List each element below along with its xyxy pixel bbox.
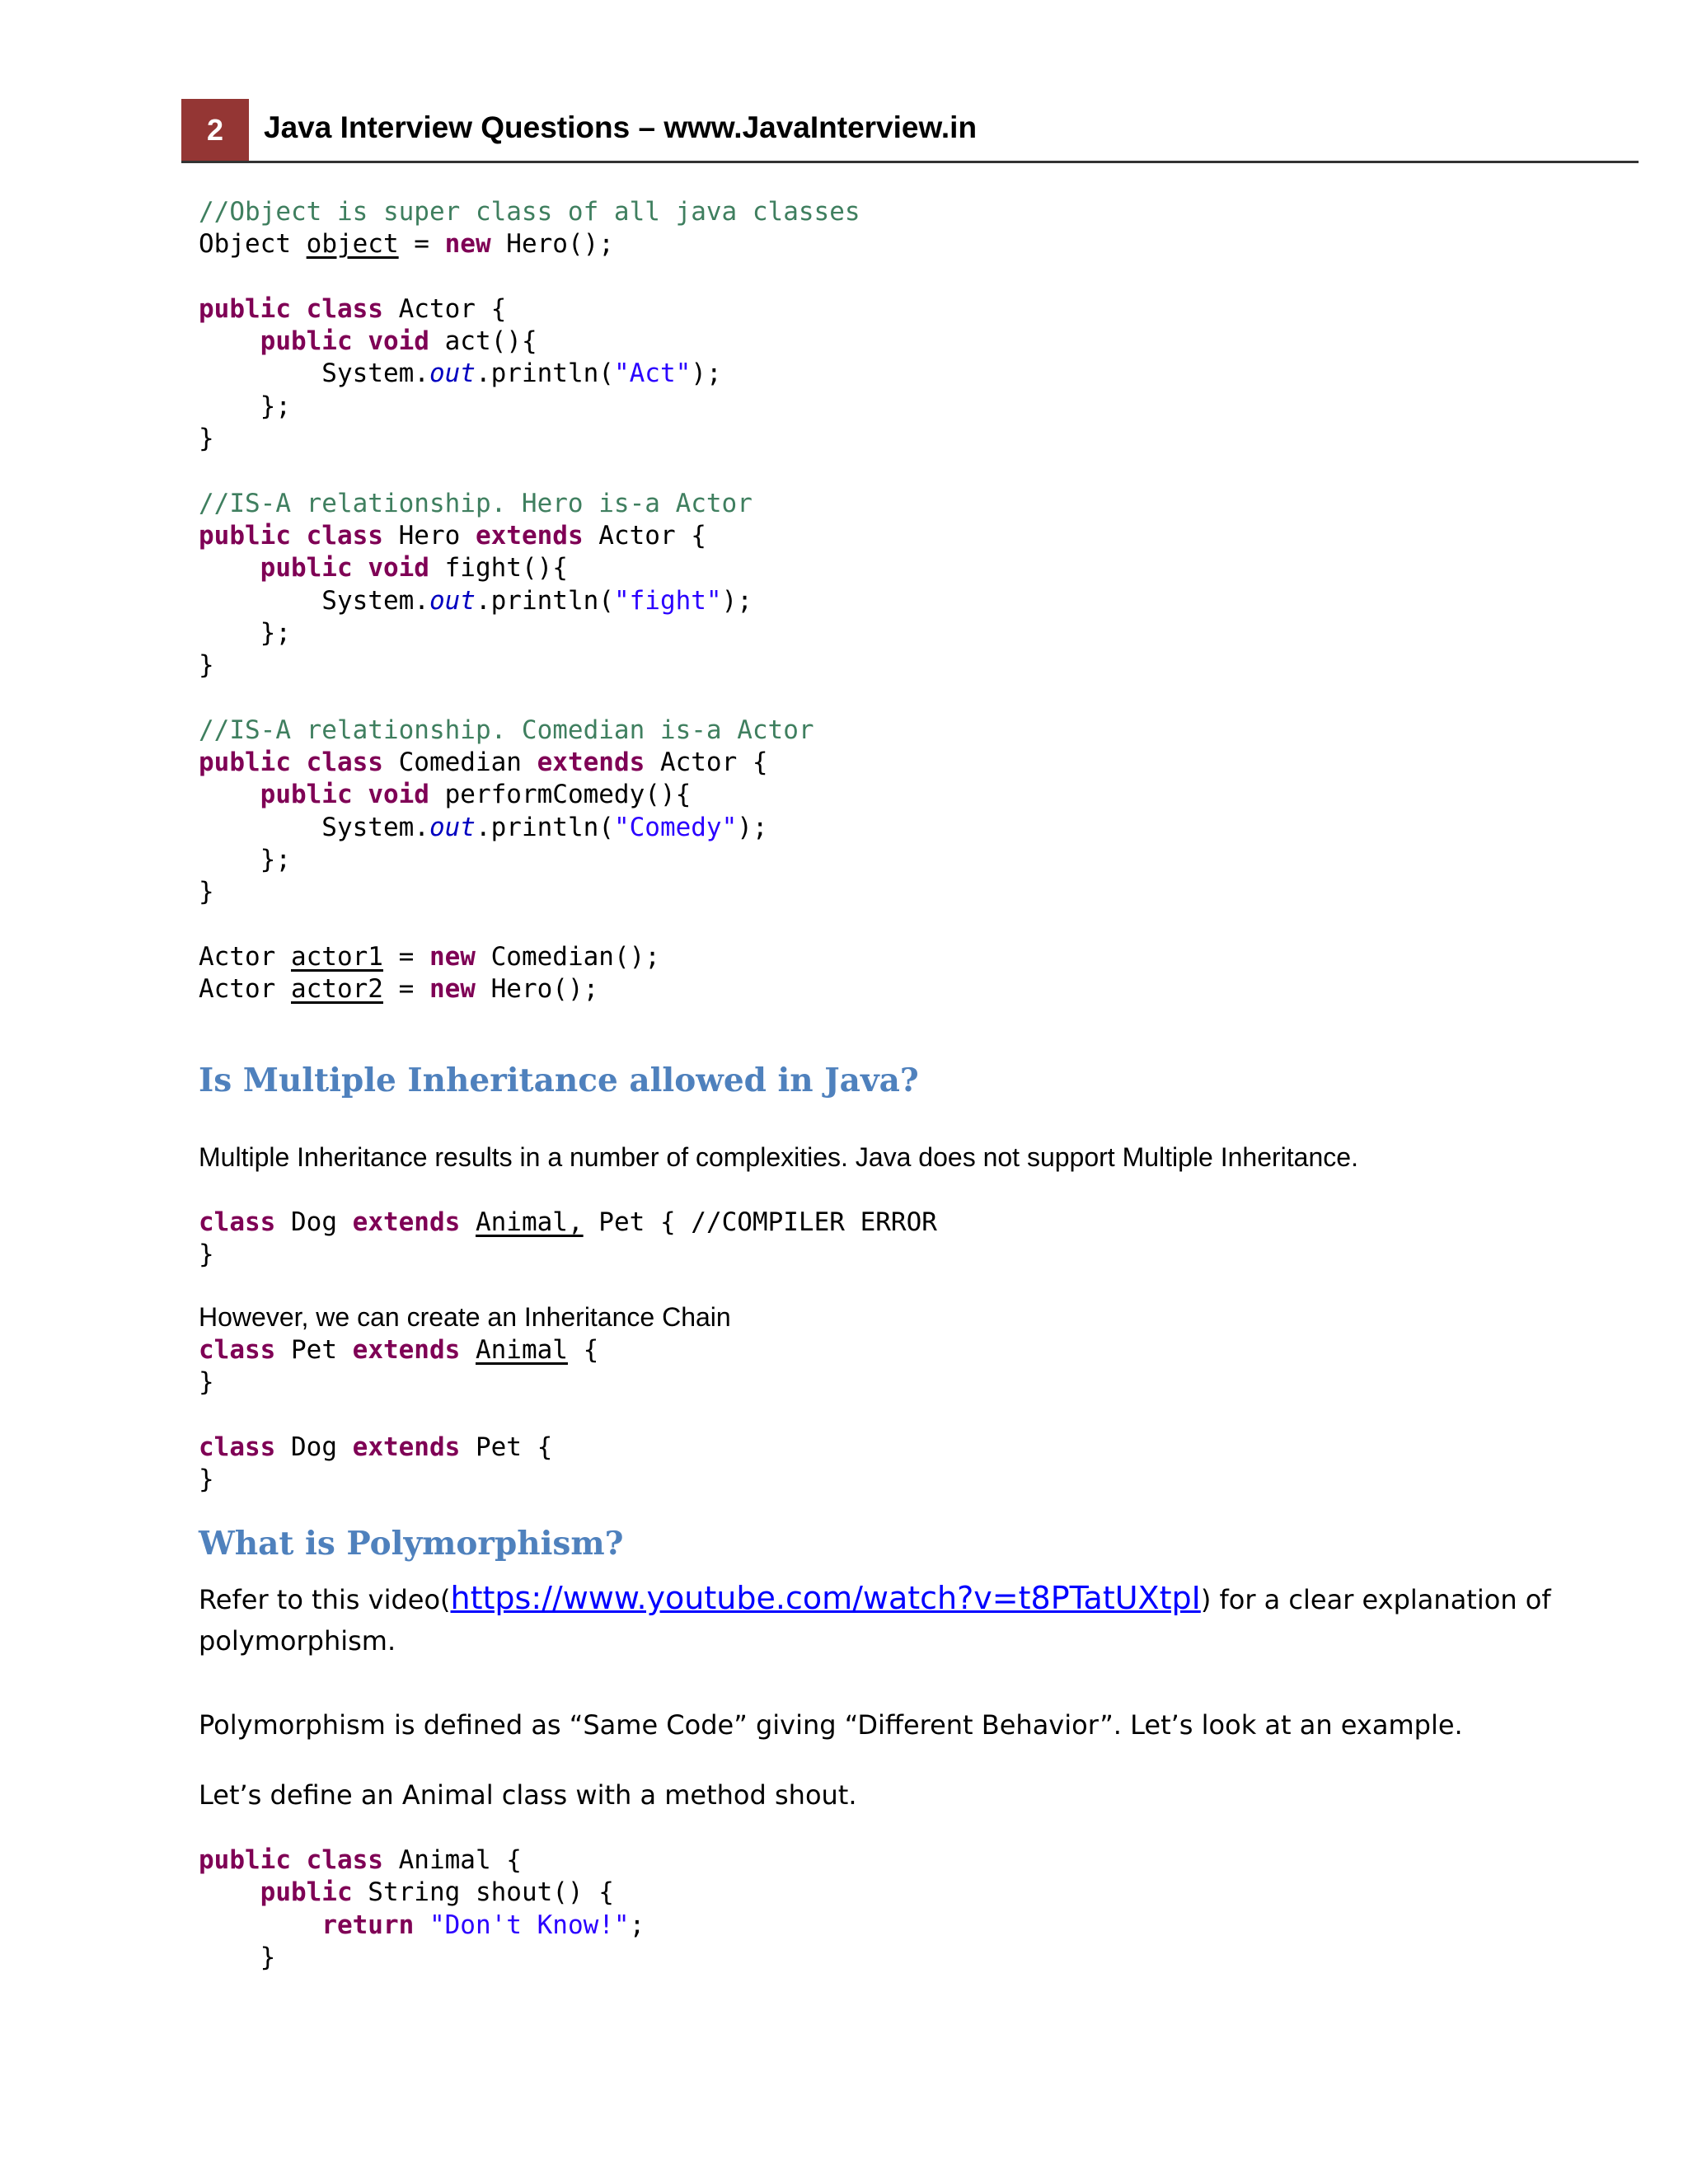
code-block-actor-hierarchy bbox=[199, 196, 860, 1005]
paragraph: Let’s define an Animal class with a method shout. bbox=[199, 1779, 857, 1811]
code-block-compiler-error: class Dog extends Animal, Pet { //COMPILER ERROR } bbox=[199, 1207, 937, 1270]
header-divider bbox=[181, 161, 1639, 163]
heading-polymorphism-wrap bbox=[199, 1525, 623, 1563]
paragraph-line: polymorphism. bbox=[199, 1625, 396, 1657]
code-token: Object bbox=[199, 229, 307, 260]
code-object-line: //Object is super class of all java classes Object object = new Hero(); public class Actor { public void act(){ System.out.println("Act"); }; } //IS-A relationship. Hero is-a Actor public class Hero extends Actor { public void fight(){ System.out.println("fight"); }; } //IS-A relationship. Comedian is-a Actor public class Comedian extends Actor { public void performComedy(){ System.out.println("Comedy"); }; } Actor actor1 = new Comedian(); Actor actor2 = new Hero(); bbox=[199, 197, 860, 1005]
chain-paragraph-wrap bbox=[199, 1302, 731, 1333]
page-header bbox=[181, 99, 1639, 162]
paragraph: Multiple Inheritance results in a number of complexities. Java does not support Multiple Inheritance. bbox=[199, 1142, 1358, 1172]
page-number-badge: 2 bbox=[181, 99, 249, 162]
heading-multiple-inheritance-wrap bbox=[199, 1062, 919, 1099]
intro-paragraph-wrap bbox=[199, 1142, 1358, 1173]
section-heading: What is Polymorphism? bbox=[199, 1525, 624, 1563]
text-span: Refer to this video( bbox=[199, 1584, 451, 1615]
code-keyword: new bbox=[444, 229, 491, 260]
code-block-animal: public class Animal { public String shout() { return "Don't Know!"; } bbox=[199, 1845, 645, 1972]
paragraph-line bbox=[199, 1577, 1600, 1620]
header-title: Java Interview Questions – www.JavaInterview.in bbox=[264, 110, 978, 144]
code-token: = bbox=[398, 229, 445, 260]
refer-paragraph bbox=[199, 1577, 1600, 1661]
code-block-inheritance-chain: class Pet extends Animal { } class Dog extends Pet { } bbox=[199, 1335, 599, 1495]
code-token: object bbox=[306, 229, 399, 260]
animal-intro-paragraph-wrap bbox=[199, 1774, 857, 1816]
text-span: ) for a clear explanation of bbox=[1200, 1584, 1551, 1615]
definition-paragraph-wrap bbox=[199, 1704, 1463, 1746]
paragraph: However, we can create an Inheritance Chain bbox=[199, 1302, 731, 1332]
video-link[interactable]: https://www.youtube.com/watch?v=t8PTatUXtpI bbox=[450, 1580, 1201, 1616]
paragraph: Polymorphism is defined as “Same Code” giving “Different Behavior”. Let’s look at an example. bbox=[199, 1709, 1463, 1741]
code-comment: //Object is super class of all java classes bbox=[199, 197, 860, 227]
section-heading: Is Multiple Inheritance allowed in Java? bbox=[199, 1062, 919, 1099]
code-token: Hero(); bbox=[490, 229, 614, 260]
